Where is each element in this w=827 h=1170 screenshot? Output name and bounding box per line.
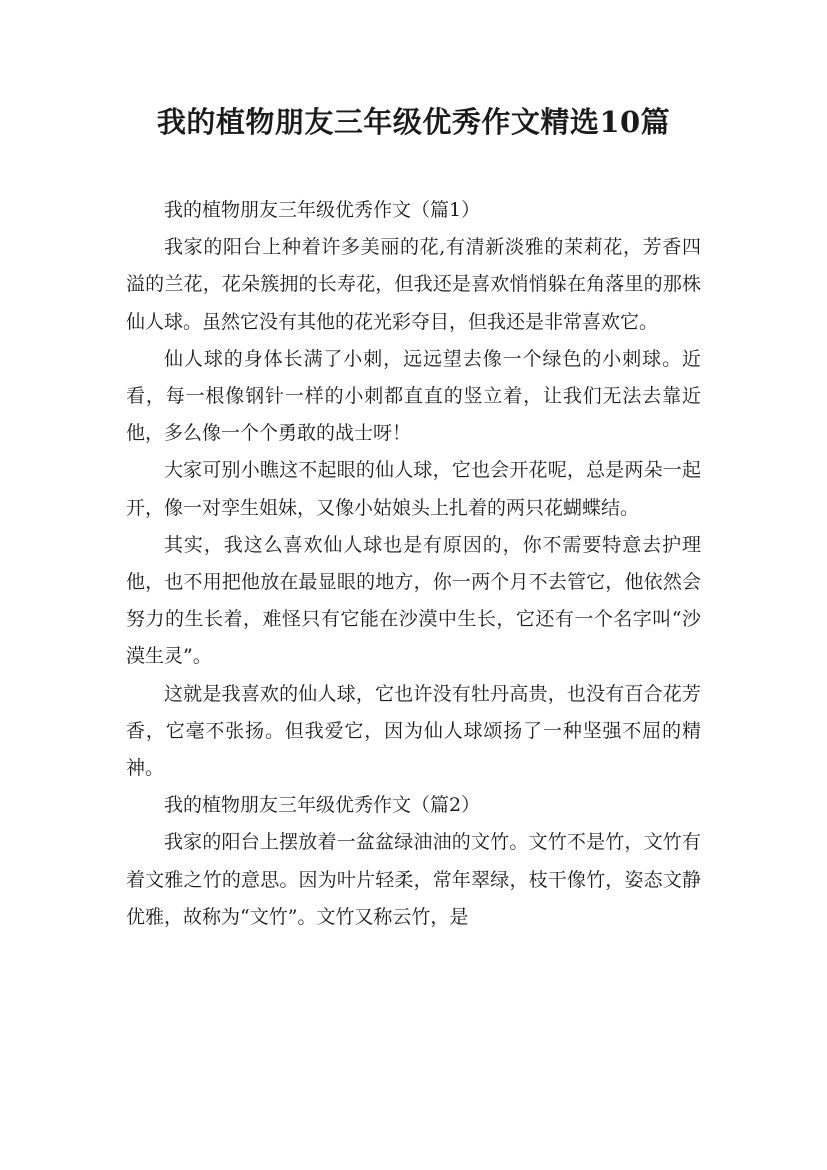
paragraph: 大家可别小瞧这不起眼的仙人球，它也会开花呢，总是两朵一起开，像一对孪生姐妹，又像小姑娘头上扎着的两只花蝴蝶结。 — [126, 459, 701, 519]
paragraph: 仙人球的身体长满了小刺，远远望去像一个绿色的小刺球。近看，每一根像钢针一样的小刺都直直的竖立着，让我们无法去靠近他，多么像一个个勇敢的战士呀！ — [126, 347, 701, 445]
paragraph: 其实，我这么喜欢仙人球也是有原因的，你不需要特意去护理他，也不用把他放在最显眼的地方，你一两个月不去管它，他依然会努力的生长着，难怪只有它能在沙漠中生长，它还有一个名字叫“沙漠生灵”。 — [126, 533, 701, 668]
document-body — [126, 192, 701, 936]
essay-heading-2: 我的植物朋友三年级优秀作文（篇2） — [164, 794, 481, 817]
essay-heading-1: 我的植物朋友三年级优秀作文（篇1） — [164, 199, 481, 221]
document-title: 我的植物朋友三年级优秀作文精选10篇 — [156, 105, 671, 139]
paragraph: 这就是我喜欢的仙人球，它也许没有牡丹高贵，也没有百合花芳香，它毫不张扬。但我爱它，因为仙人球颂扬了一种坚强不屈的精神。 — [126, 682, 701, 780]
paragraph: 我家的阳台上摆放着一盆盆绿油油的文竹。文竹不是竹，文竹有着文雅之竹的意思。因为叶片轻柔，常年翠绿，枝干像竹，姿态文静优雅，故称为“文竹”。文竹又称云竹，是 — [126, 831, 701, 928]
paragraph: 我家的阳台上种着许多美丽的花,有清新淡雅的茉莉花，芳香四溢的兰花，花朵簇拥的长寿花，但我还是喜欢悄悄躲在角落里的那株仙人球。虽然它没有其他的花光彩夺目，但我还是非常喜欢它。 — [126, 236, 701, 333]
